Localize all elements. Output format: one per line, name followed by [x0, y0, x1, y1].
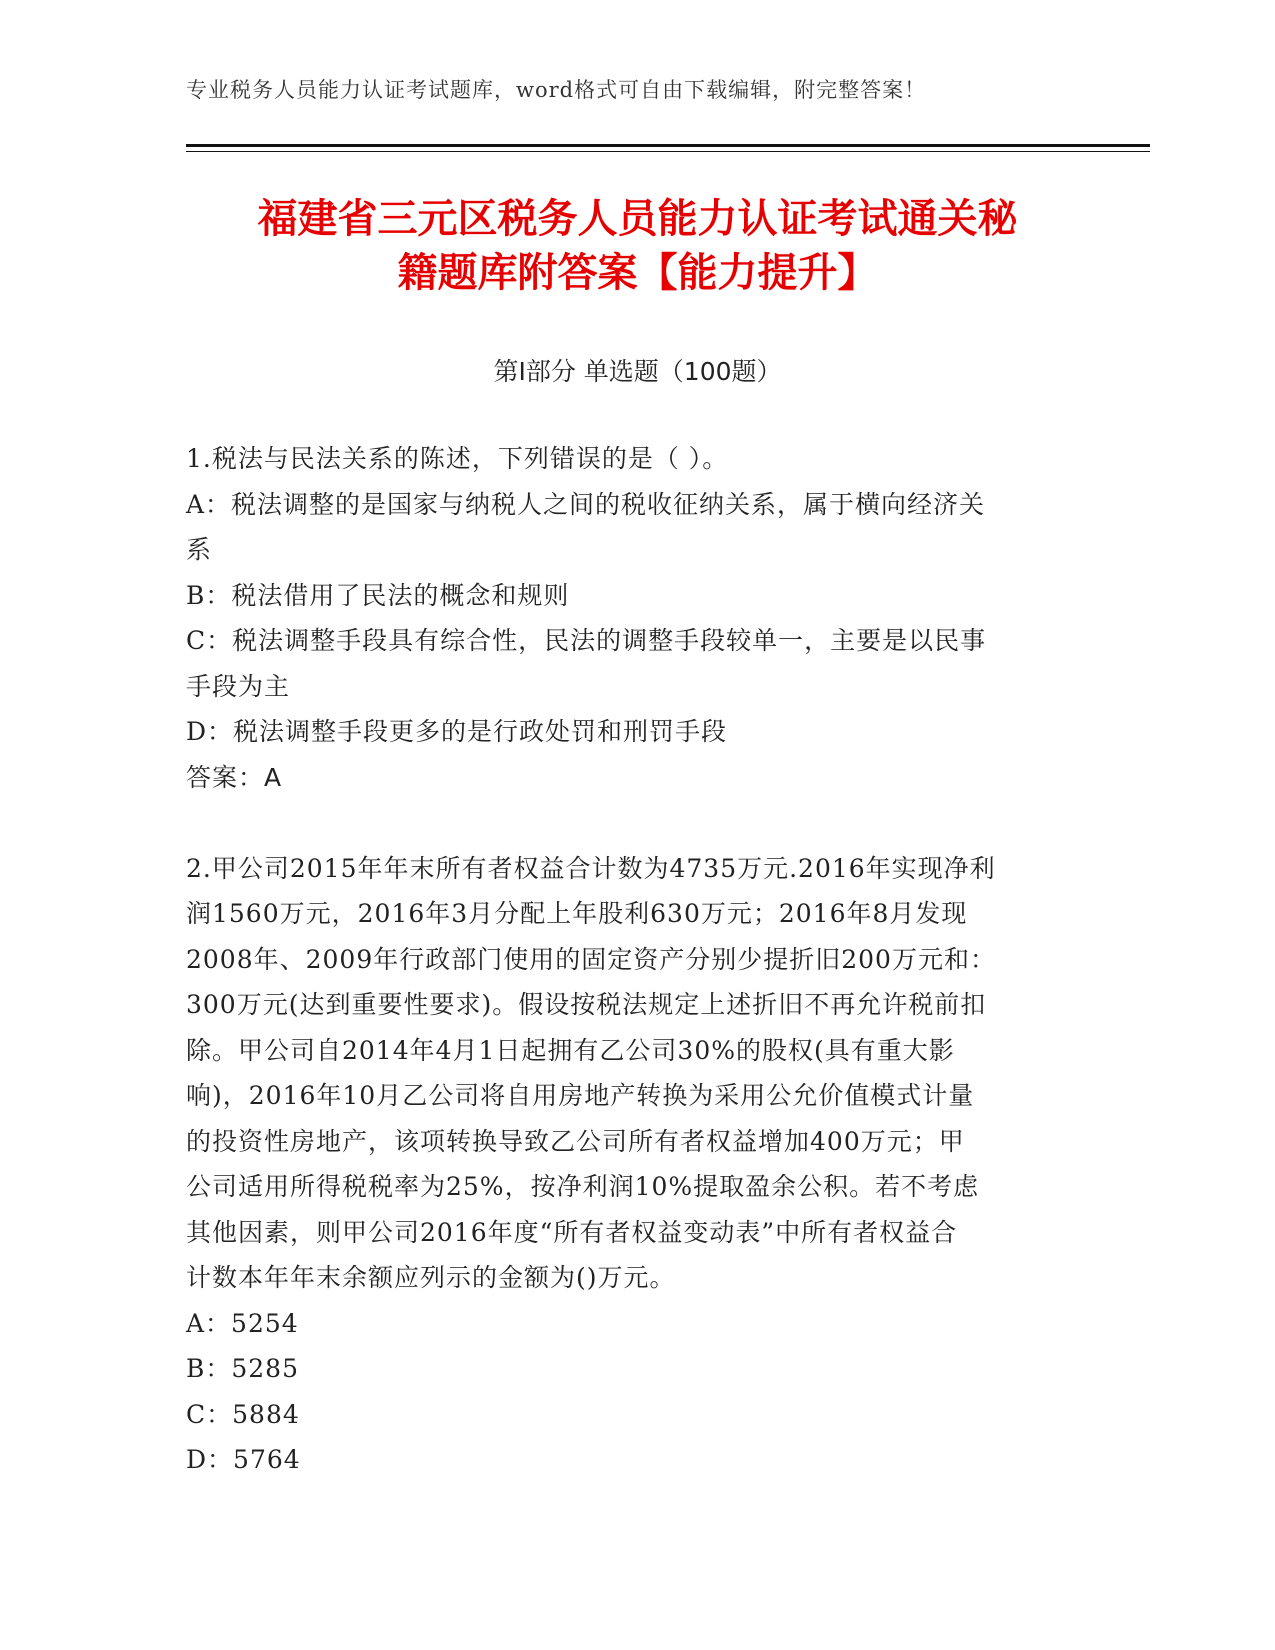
question-1-answer: 答案：A [186, 762, 283, 792]
stem-line: 300万元(达到重要性要求)。假设按税法规定上述折旧不再允许税前扣 [186, 990, 987, 1019]
document-title-line-1: 福建省三元区税务人员能力认证考试通关秘 [257, 196, 1018, 242]
question-2-option-d: D：5764 [186, 1445, 301, 1474]
question-spacer [186, 800, 1086, 846]
question-list [186, 436, 1086, 1483]
question-2-option-b: B：5285 [186, 1354, 299, 1383]
stem-line: 公司适用所得税税率为25%，按净利润10%提取盈余公积。若不考虑 [186, 1172, 980, 1201]
stem-line: 响)，2016年10月乙公司将自用房地产转换为采用公允价值模式计量 [186, 1081, 975, 1110]
stem-line: 的投资性房地产，该项转换导致乙公司所有者权益增加400万元；甲 [186, 1126, 965, 1156]
question-2-stem [186, 846, 1086, 1301]
option-line: A：税法调整的是国家与纳税人之间的税收征纳关系，属于横向经济关 [186, 489, 986, 519]
section-title: 第I部分 单选题（100题） [493, 357, 782, 386]
stem-line: 除。甲公司自2014年4月1日起拥有乙公司30%的股权(具有重大影 [186, 1035, 955, 1065]
question-2 [186, 846, 1086, 1483]
question-1-option-c [186, 618, 1086, 709]
question-1-option-a [186, 482, 1086, 573]
option-line: B：税法借用了民法的概念和规则 [186, 580, 570, 610]
document-title-line-2: 籍题库附答案【能力提升】 [397, 250, 878, 296]
stem-line: 2.甲公司2015年年末所有者权益合计数为4735万元.2016年实现净利 [186, 853, 996, 883]
option-line: C：税法调整手段具有综合性，民法的调整手段较单一，主要是以民事 [186, 626, 987, 655]
stem-line: 其他因素，则甲公司2016年度“所有者权益变动表”中所有者权益合 [186, 1217, 958, 1247]
document-title [150, 192, 1125, 300]
header-rule-thick [186, 144, 1150, 147]
stem-line: 计数本年年末余额应列示的金额为()万元。 [186, 1263, 676, 1292]
question-1-option-d [186, 709, 1086, 755]
question-2-option-c: C：5884 [186, 1399, 300, 1429]
option-line: 手段为主 [186, 671, 291, 701]
header-rule-thin [186, 151, 1150, 152]
option-line: 系 [186, 535, 213, 564]
option-line: D：税法调整手段更多的是行政处罚和刑罚手段 [186, 717, 728, 746]
question-1-option-b [186, 573, 1086, 619]
question-1-stem: 1.税法与民法关系的陈述，下列错误的是（ ）。 [186, 444, 729, 473]
page-header: 专业税务人员能力认证考试题库，word格式可自由下载编辑，附完整答案！ [186, 78, 927, 102]
question-2-option-a: A：5254 [186, 1308, 299, 1338]
stem-line: 润1560万元，2016年3月分配上年股利630万元；2016年8月发现 [186, 899, 968, 928]
question-1 [186, 436, 1086, 800]
stem-line: 2008年、2009年行政部门使用的固定资产分别少提折旧200万元和： [186, 944, 996, 974]
